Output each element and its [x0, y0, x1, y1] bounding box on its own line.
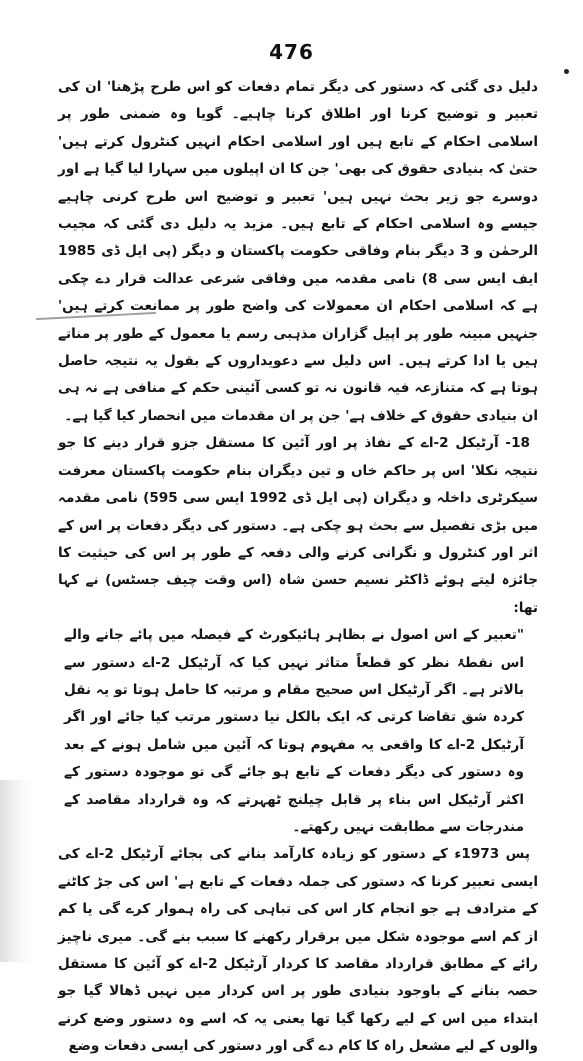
body-text — [58, 74, 538, 1061]
quoted-paragraph: "تعبیر کے اس اصول نے بظاہر ہائیکورٹ کے فیصلہ میں پائے جانے والے اس نقطۂ نظر کو قطعاً متاثر نہیں کیا کہ آرٹیکل 2-اے دستور سے بالاتر ہے۔ اگر آرٹیکل اس صحیح مقام و مرتبہ کا حامل ہوتا تو یہ نقل کردہ شق تقاضا کرتی کہ ایک بالکل نیا دستور مرتب کیا جائے اور اگر آرٹیکل 2-اے کا واقعی یہ مفہوم ہوتا کہ آئین میں شامل ہونے کے بعد وہ دستور کی دیگر دفعات کے تابع ہو جائے گی تو موجودہ دستور کے اکثر آرٹیکل اس بناء پر قابل چیلنج ٹھہرتے کہ وہ قرارداد مقاصد کے مندرجات سے مطابقت نہیں رکھتے۔ — [64, 627, 525, 835]
margin-dot — [564, 69, 569, 74]
paragraph-1: دلیل دی گئی کہ دستور کی دیگر تمام دفعات کو اس طرح پڑھنا' ان کی تعبیر و توضیح کرنا اور اطلاق کرنا چاہیے۔ گویا وہ ضمنی طور پر اسلامی احکام کے تابع ہیں اور اسلامی احکام انہیں کنٹرول کرتے ہیں' حتیٰ کہ بنیادی حقوق کی بھی' جن کا ان اپیلوں میں سہارا لیا گیا ہے اور دوسرے جو زیر بحث نہیں ہیں' تعبیر و توضیح اس طرح کرنی چاہیے جیسے وہ اسلامی احکام کے تابع ہیں۔ مزید یہ دلیل دی گئی کہ مجیب الرحمٰن و 3 دیگر بنام وفاقی حکومت پاکستان و دیگر (پی ایل ڈی 1985 ایف ایس سی 8) نامی مقدمہ میں وفاقی شرعی عدالت قرار دے چکی ہے کہ اسلامی احکام ان معمولات کی واضح طور پر ممانعت کرتے ہیں' جنہیں مبینہ طور پر اپیل گزاران مذہبی رسم یا معمول کے طور پر مناتے ہیں یا ادا کرتے ہیں۔ اس دلیل سے دعویداروں کے بقول یہ نتیجہ حاصل ہوتا ہے کہ متنازعہ فیہ قانون نہ تو کسی آئینی حکم کے منافی ہے نہ ہی ان بنیادی حقوق کے خلاف ہے' جن پر ان مقدمات میں انحصار کیا گیا ہے۔ — [58, 79, 539, 424]
page-edge-shadow — [0, 780, 34, 962]
page-number: 476 — [269, 40, 314, 64]
paragraph-2: 18- آرٹیکل 2-اے کے نفاذ پر اور آئین کا مستقل جزو قرار دینے کا جو نتیجہ نکلا' اس پر حاکم خاں و تین دیگران بنام حکومت پاکستان معرفت سیکرٹری داخلہ و دیگران (پی ایل ڈی 1992 ایس سی 595) نامی مقدمہ میں بڑی تفصیل سے بحث ہو چکی ہے۔ دستور کی دیگر دفعات پر اس کے اثر اور کنٹرول و نگرانی کرنے والی دفعہ کے طور پر اس کی حیثیت کا جائزہ لیتے ہوئے ڈاکٹر نسیم حسن شاہ (اس وقت چیف جسٹس) نے کہا تھا: — [58, 435, 538, 616]
paragraph-4: پس 1973ء کے دستور کو زیادہ کارآمد بنانے کی بجائے آرٹیکل 2-اے کی ایسی تعبیر کرنا کہ دستور کی جملہ دفعات کے تابع ہے' اس کی جڑ کاٹنے کے مترادف ہے جو انجام کار اس کی تباہی کی راہ ہموار کرے گی یا کم از کم اسے موجودہ شکل میں برقرار رکھنے کا سبب بنے گی۔ میری ناچیز رائے کے مطابق قرارداد مقاصد کا کردار آرٹیکل 2-اے کو آئین کا مستقل حصہ بنانے کے باوجود بنیادی طور پر اس کردار میں نہیں ڈھالا گیا جو ابتداء میں اس کے لیے رکھا گیا تھا یعنی یہ کہ اسے وہ دستور وضع کرنے والوں کے لیے مشعل راہ کا کام دے گی اور دستور کی ایسی دفعات وضع — [58, 846, 538, 1055]
